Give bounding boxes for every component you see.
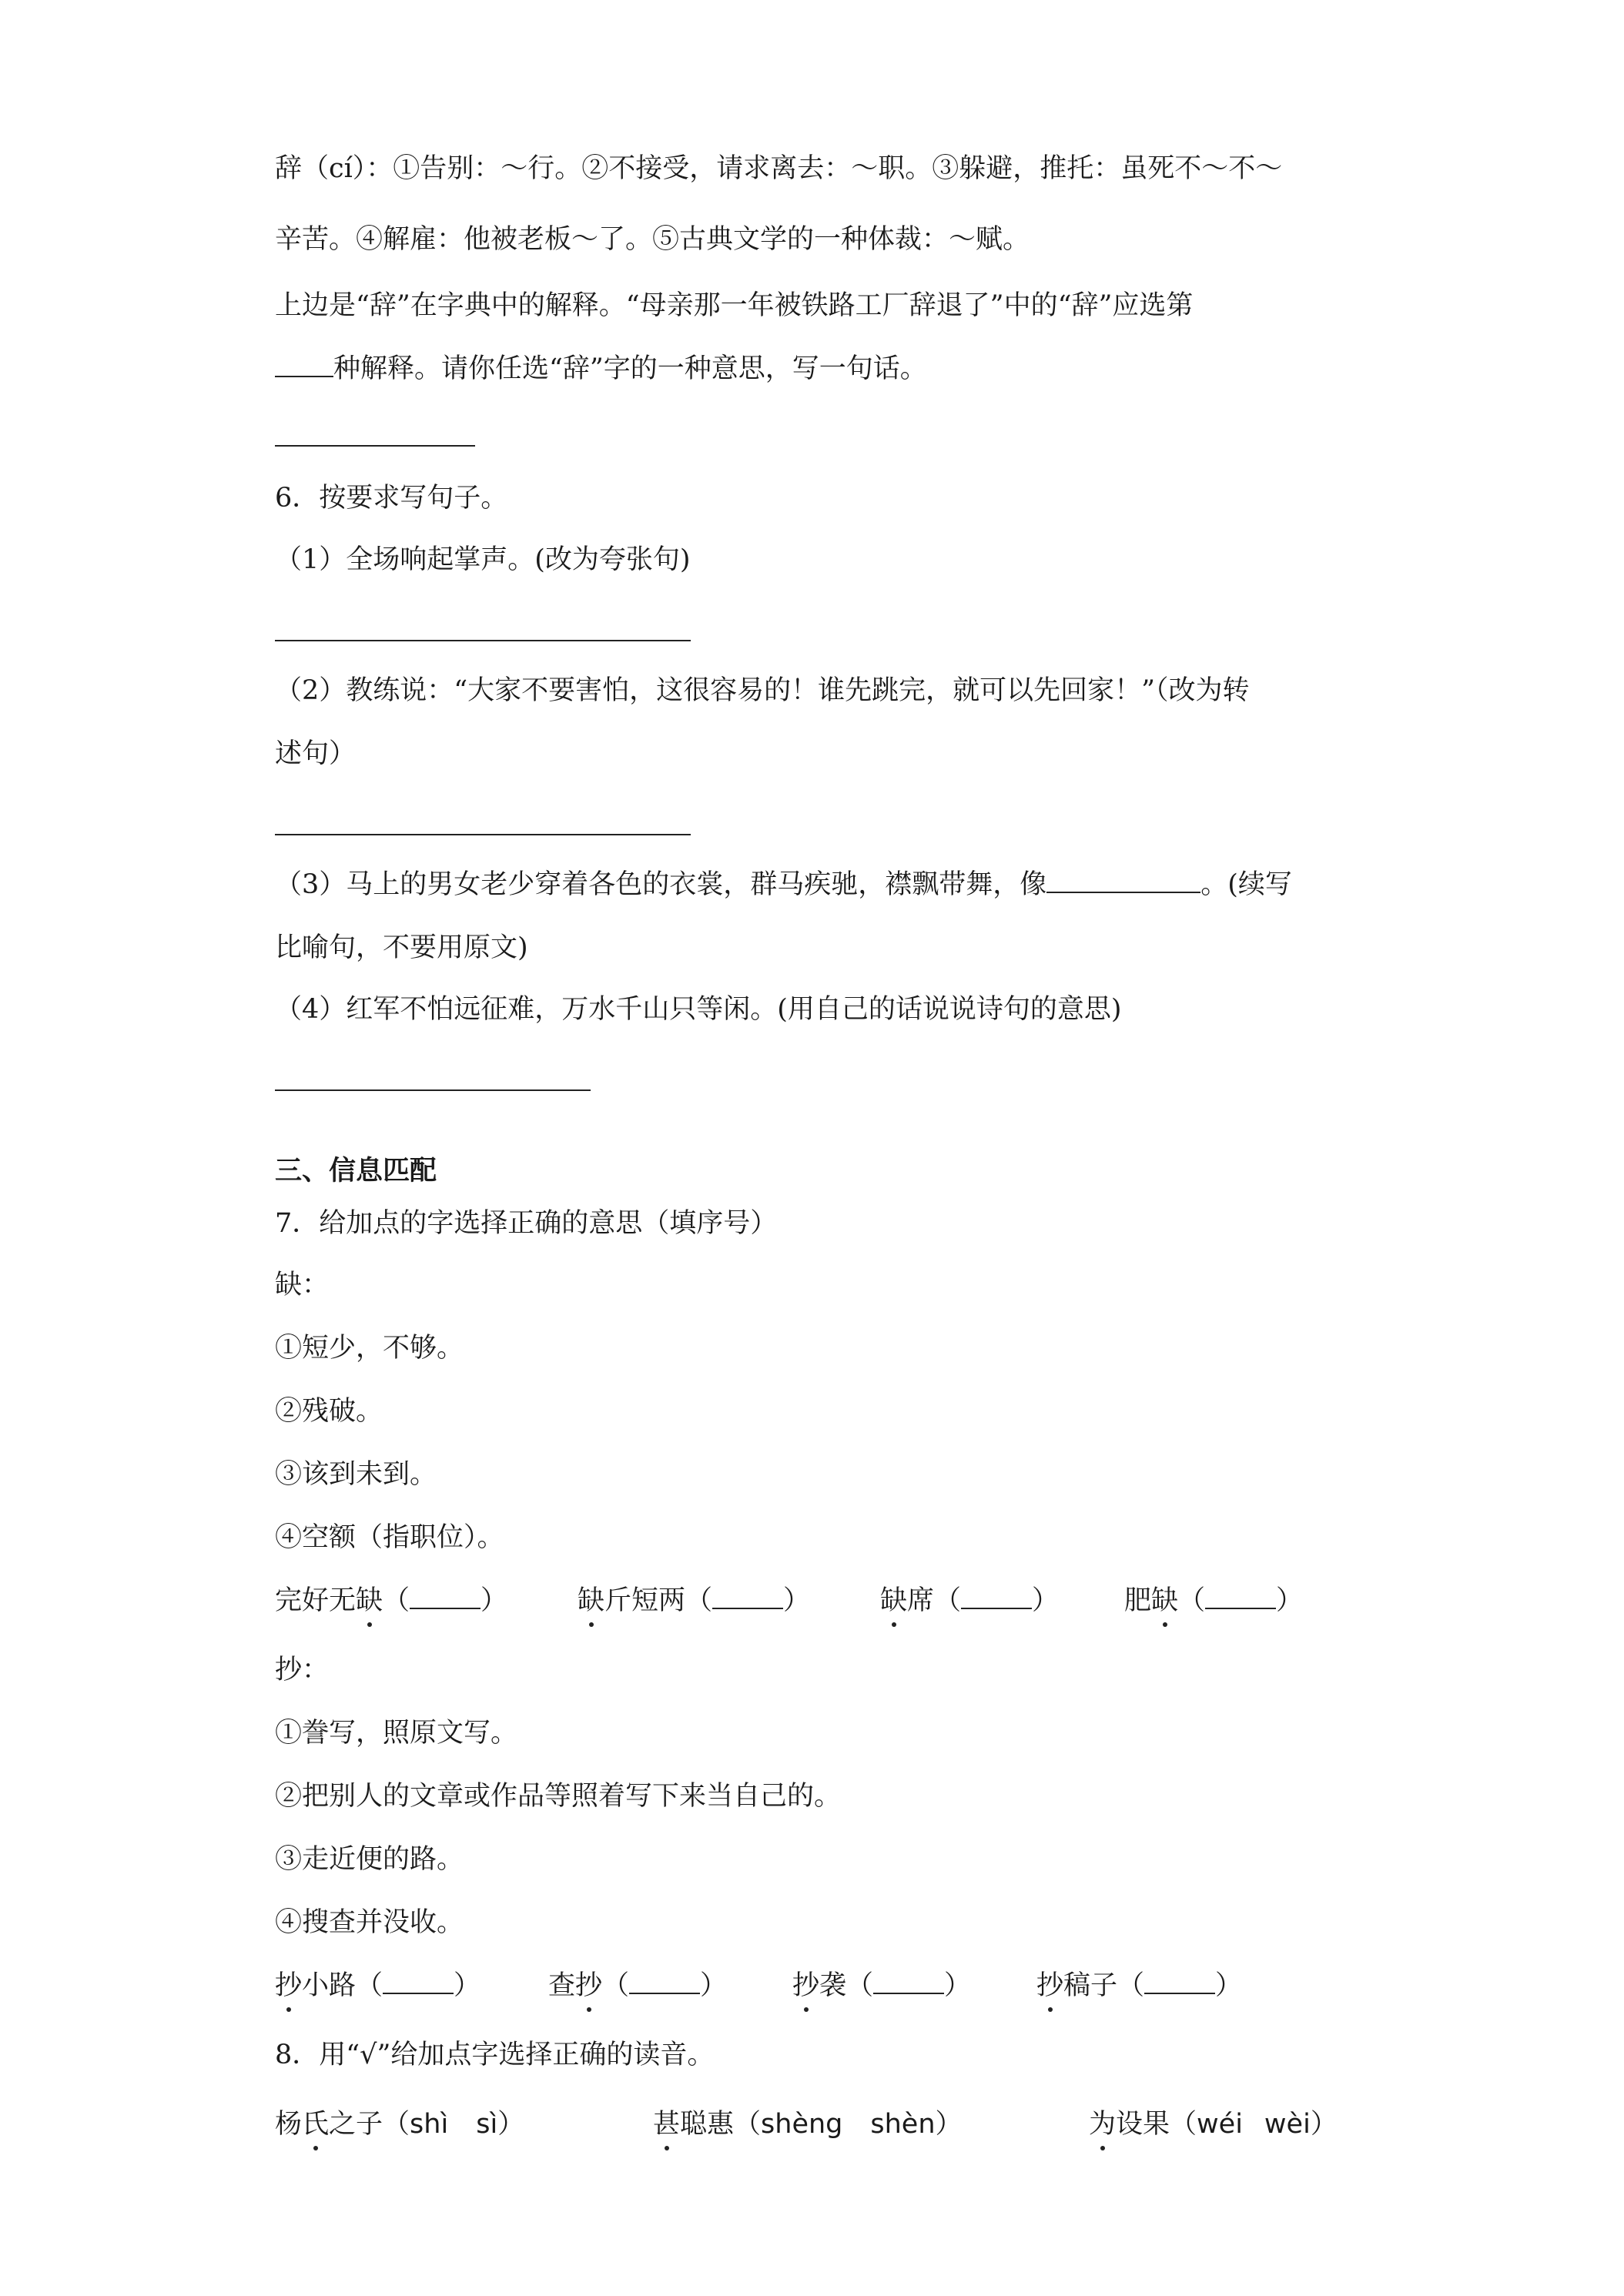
close-paren: ） — [1032, 1585, 1060, 1616]
chao-meaning-4: ④搜查并没收。 — [275, 1907, 464, 1938]
answer-blank[interactable] — [873, 1968, 944, 1994]
que-meaning-2: ②残破。 — [275, 1396, 383, 1427]
chao-meaning-2: ②把别人的文章或作品等照着写下来当自己的。 — [275, 1781, 842, 1812]
dotted-char: 抄 — [1036, 1967, 1063, 2004]
word-suffix: 斤短两（ — [604, 1585, 713, 1616]
q5-text-line-1: 上边是“辞”在字典中的解释。“母亲那一年被铁路工厂辞退了”中的“辞”应选第 — [275, 290, 1194, 321]
word-prefix: 完好无 — [275, 1585, 357, 1616]
dotted-char: 抄 — [575, 1967, 602, 2004]
q6-2-answer-line[interactable] — [275, 834, 691, 835]
q6-3-prompt-start: （3）马上的男女老少穿着各色的衣裳，群马疾驰，襟飘带舞，像 — [275, 869, 1047, 900]
close-paren: ） — [454, 1970, 481, 2001]
que-heading: 缺： — [275, 1270, 330, 1300]
word-prefix: 肥 — [1124, 1585, 1152, 1616]
close-paren: ） — [783, 1585, 811, 1616]
answer-blank[interactable] — [1205, 1583, 1276, 1609]
word-suffix: （ — [602, 1970, 630, 2001]
pinyin-item — [653, 2106, 963, 2143]
answer-blank[interactable] — [383, 1968, 454, 1994]
ci-definition-line-1: 辞（cí）：①告别：～行。②不接受，请求离去：～职。③躲避，推托：虽死不～不～ — [275, 153, 1283, 184]
word-prefix: 查 — [548, 1970, 576, 2001]
word-suffix: 袭（ — [819, 1970, 874, 2001]
answer-blank[interactable] — [410, 1583, 481, 1609]
q6-4-answer-line[interactable] — [275, 1089, 591, 1091]
dotted-char: 缺 — [356, 1582, 383, 1619]
q8-title: 8．用“√”给加点字选择正确的读音。 — [275, 2040, 715, 2070]
word-suffix: 稿子（ — [1063, 1970, 1145, 2001]
word-suffix: 小路（ — [302, 1970, 383, 2001]
close-paren: ） — [935, 2109, 963, 2140]
section-heading-info-matching: 三、信息匹配 — [275, 1156, 437, 1186]
answer-blank[interactable] — [961, 1583, 1032, 1609]
pinyin-option-1[interactable]: shì — [410, 2109, 449, 2140]
q6-1-answer-line[interactable] — [275, 640, 691, 641]
dotted-char: 甚 — [653, 2106, 680, 2143]
dotted-char: 抄 — [792, 1967, 819, 2004]
que-meaning-1: ①短少，不够。 — [275, 1333, 464, 1364]
pinyin-option-1[interactable]: shèng — [761, 2109, 843, 2140]
q6-2-prompt-line-1: （2）教练说：“大家不要害怕，这很容易的！谁先跳完，就可以先回家！”（改为转 — [275, 675, 1250, 706]
que-word-item — [1124, 1582, 1303, 1619]
close-paren: ） — [1310, 2109, 1338, 2140]
chao-word-item — [1036, 1967, 1242, 2004]
q5-answer-line[interactable] — [275, 445, 475, 447]
chao-word-item — [275, 1967, 481, 2004]
q5-text-line-2 — [275, 350, 927, 387]
chao-meaning-1: ①誊写，照原文写。 — [275, 1718, 518, 1749]
q6-3-prompt-end: 。(续写 — [1200, 869, 1292, 900]
pinyin-item — [275, 2106, 524, 2143]
word-suffix: 设果（ — [1116, 2109, 1197, 2140]
answer-blank[interactable] — [629, 1968, 700, 1994]
close-paren: ） — [1276, 1585, 1304, 1616]
word-suffix: 席（ — [907, 1585, 962, 1616]
dotted-char: 抄 — [275, 1967, 302, 2004]
pinyin-option-2[interactable]: sì — [476, 2109, 498, 2140]
chao-word-item — [548, 1967, 727, 2004]
pinyin-option-2[interactable]: wèi — [1264, 2109, 1311, 2140]
ci-definition-line-2: 辛苦。④解雇：他被老板～了。⑤古典文学的一种体裁：～赋。 — [275, 224, 1030, 255]
chao-word-item — [792, 1967, 971, 2004]
que-meaning-3: ③该到未到。 — [275, 1459, 437, 1490]
close-paren: ） — [1215, 1970, 1243, 2001]
q6-4-prompt: （4）红军不怕远征难，万水千山只等闲。(用自己的话说说诗句的意思) — [275, 994, 1122, 1025]
word-suffix: 聪惠（ — [680, 2109, 762, 2140]
dotted-char: 为 — [1089, 2106, 1116, 2143]
close-paren: ） — [700, 1970, 728, 2001]
dotted-char: 缺 — [1151, 1582, 1178, 1619]
dotted-char: 氏 — [302, 2106, 329, 2143]
que-meaning-4: ④空额（指职位）。 — [275, 1522, 504, 1553]
q6-3-blank[interactable] — [1046, 867, 1200, 893]
close-paren: ） — [481, 1585, 508, 1616]
q7-title: 7．给加点的字选择正确的意思（填序号） — [275, 1208, 778, 1239]
q6-title: 6．按要求写句子。 — [275, 483, 508, 514]
close-paren: ） — [944, 1970, 972, 2001]
answer-blank[interactable] — [712, 1583, 783, 1609]
word-suffix: （ — [383, 1585, 410, 1616]
q6-1-prompt: （1）全场响起掌声。(改为夸张句) — [275, 544, 691, 575]
chao-heading: 抄： — [275, 1655, 330, 1685]
chao-meaning-3: ③走近便的路。 — [275, 1844, 464, 1875]
word-suffix: （ — [1178, 1585, 1206, 1616]
answer-blank[interactable] — [1144, 1968, 1215, 1994]
pinyin-item — [1089, 2106, 1338, 2143]
q5-text-line-2-label: 种解释。请你任选“辞”字的一种意思，写一句话。 — [333, 353, 927, 384]
q6-2-prompt-line-2: 述句） — [275, 738, 357, 769]
q6-3-prompt-line-2: 比喻句，不要用原文) — [275, 932, 528, 963]
q5-blank[interactable] — [275, 351, 333, 377]
que-word-item — [880, 1582, 1059, 1619]
pinyin-option-1[interactable]: wéi — [1197, 2109, 1243, 2140]
close-paren: ） — [497, 2109, 525, 2140]
word-suffix: 之子（ — [329, 2109, 410, 2140]
dotted-char: 缺 — [880, 1582, 907, 1619]
dotted-char: 缺 — [578, 1582, 604, 1619]
q6-3-prompt-line-1 — [275, 866, 1292, 903]
que-word-item — [578, 1582, 810, 1619]
pinyin-option-2[interactable]: shèn — [870, 2109, 936, 2140]
word-prefix: 杨 — [275, 2109, 303, 2140]
que-word-item — [275, 1582, 507, 1619]
